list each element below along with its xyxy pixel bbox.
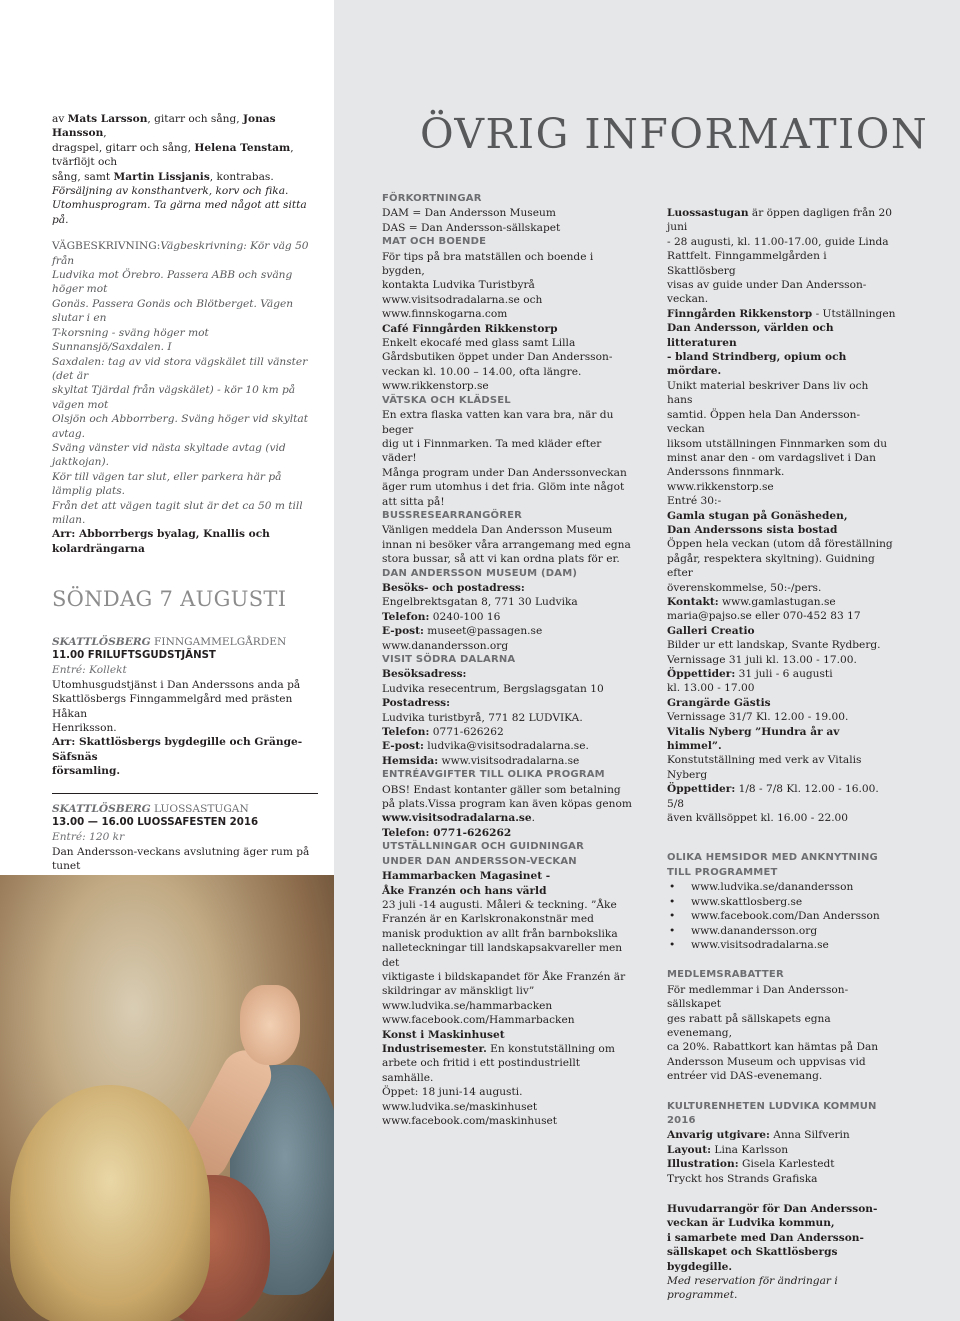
event2-venue: SKATTLÖSBERG LUOSSASTUGAN [52, 802, 249, 815]
websites-heading: TILL PROGRAMMET [667, 866, 778, 878]
fluids-line: att sitta på! [382, 495, 445, 508]
member-line: ges rabatt på sällskapets egna evenemang, [667, 1012, 831, 1039]
finngarden-line: - bland Strindberg, opium och mördare. [667, 351, 847, 378]
visit-address: Ludvika resecentrum, Bergslagsgatan 10 [382, 682, 604, 695]
exhibitions-heading: UNDER DAN ANDERSSON-VECKAN [382, 855, 577, 867]
gamla-stugan-contact: Kontakt: www.gamlastugan.se [667, 595, 836, 608]
finngarden-line: samtid. Öppen hela Dan Andersson-veckan [667, 408, 861, 436]
gallery-hours: Öppettider: 31 juli - 6 augusti [667, 668, 833, 680]
bus-line: Vänligen meddela Dan Andersson Museum [382, 524, 613, 537]
divider [52, 793, 318, 794]
event1-time-title: 11.00 FRILUFTSGUDSTJÄNST [52, 650, 216, 661]
finngarden-line: Anderssons finnmark. [667, 466, 785, 479]
visit-website: Hemsida: www.visitsodradalarna.se [382, 754, 580, 767]
cafe-line: Enkelt ekocafé med glass samt Lilla [382, 337, 576, 350]
info-column-1 [382, 192, 632, 1128]
luossa-line: Luossastugan är öppen dagligen från 20 juni [667, 207, 892, 234]
event1-text-3: Henriksson. [52, 722, 117, 735]
info-column-2 [667, 206, 897, 1303]
children-photo [0, 875, 334, 1321]
finngarden-line: www.rikkenstorp.se [667, 480, 774, 493]
gallery-title: Galleri Creatio [667, 624, 755, 637]
organizer-line: Arr: Abborrbergs byalag, Knallis och kolardrängarna [52, 528, 270, 555]
event1-entry: Entré: Kollekt [52, 664, 127, 677]
visit-email: E-post: ludvika@visitsodradalarna.se. [382, 740, 589, 753]
member-discounts-heading: MEDLEMSRABATTER [667, 969, 784, 981]
exhibition-line: 23 juli -14 augusti. Måleri & teckning. ”Åke [382, 898, 617, 911]
exhibition-line: www.facebook.com/Hammarbacken [382, 1014, 575, 1027]
fluids-line: äger rum utomhus i det fria. Glöm inte något [382, 481, 625, 494]
food-line: www.visitsodradalarna.se och [382, 293, 543, 306]
exhibition-line: arbete och fritid i ett postindustriellt samhälle. [382, 1057, 581, 1084]
visit-heading: VISIT SÖDRA DALARNA [382, 654, 516, 665]
event1-organizer-2: församling. [52, 765, 121, 778]
intro-line-1: av Mats Larsson, gitarr och sång, Jonas Hansson, [52, 113, 276, 140]
member-line: entréer vid DAS-evenemang. [667, 1070, 823, 1083]
intro-line-3: sång, samt Martin Lissjanis, kontrabas. [52, 170, 274, 183]
reservation-note: Med reservation för ändringar i programmet. [667, 1275, 838, 1302]
finngarden-line: minst anar den - om vardagslivet i Dan [667, 451, 876, 464]
website-link[interactable]: • www.visitsodradalarna.se [667, 938, 897, 952]
food-line: www.finnskogarna.com [382, 308, 508, 321]
exhibition-line: www.ludvika.se/hammarbacken [382, 999, 553, 1012]
websites-heading: OLIKA HEMSIDOR MED ANKNYTNING [667, 852, 878, 864]
event1-text-1: Utomhusgudstjänst i Dan Anderssons anda på [52, 678, 301, 691]
websites-list [667, 880, 897, 952]
intro-line-2: dragspel, gitarr och sång, Helena Tenstam, tvärflöjt och [52, 141, 294, 169]
exhibition-title: Åke Franzén och hans värld [382, 884, 547, 897]
credit-line: Tryckt hos Strands Grafiska [667, 1172, 818, 1185]
visit-phone: Telefon: 0771-626262 [382, 726, 504, 739]
gamla-stugan-title: Dan Anderssons sista bostad [667, 523, 838, 536]
fluids-line: dig ut i Finnmarken. Ta med kläder efter väder! [382, 437, 602, 465]
gallery-line: Vernissage 31 juli kl. 13.00 - 17.00. [667, 653, 857, 666]
museum-website: www.danandersson.org [382, 639, 509, 652]
fees-line: på plats.Vissa program kan även köpas genom [382, 798, 632, 811]
gastis-title: Grangärde Gästis [667, 696, 771, 709]
museum-email: E-post: museet@passagen.se [382, 625, 543, 638]
gastis-line: även kvällsöppet kl. 16.00 - 22.00 [667, 812, 849, 825]
finngarden-line: Unikt material beskriver Dans liv och hans [667, 379, 869, 407]
luossa-line: Rattfelt. Finngammelgården i Skattlösberg [667, 250, 827, 277]
event2-entry: Entré: 120 kr [52, 831, 125, 844]
cafe-line: Gårdsbutiken öppet under Dan Andersson- [382, 351, 613, 364]
exhibition-line: nalleteckningar till landskapsakvareller men det [382, 942, 623, 969]
fees-heading: ENTRÉAVGIFTER TILL OLIKA PROGRAM [382, 769, 605, 781]
bus-heading: BUSSRESEARRANGÖRER [382, 509, 523, 521]
cafe-line: veckan kl. 10.00 – 14.00, ofta längre. [382, 365, 582, 378]
exhibition-line: www.ludvika.se/maskinhuset [382, 1100, 538, 1113]
finngarden-line: liksom utställningen Finnmarken som du [667, 437, 888, 450]
main-organizer: Huvudarrangör för Dan Andersson- [667, 1203, 878, 1215]
gastis-line: Konstutställning med verk av Vitalis Nyberg [667, 754, 862, 781]
exhibition-line: manisk produktion av allt från barnbokslika [382, 927, 618, 940]
event2-time-title: 13.00 — 16.00 LUOSSAFESTEN 2016 [52, 817, 259, 829]
credit-line: Layout: Lina Karlsson [667, 1143, 789, 1156]
food-line: kontakta Ludvika Turistbyrå [382, 279, 535, 292]
route-description: VÄGBESKRIVNING:Vägbeskrivning: Kör väg 50 från Ludvika mot Örebro. Passera ABB och sväng höger mot Gonäs. Passera Gonäs och Blötberget. Vägen slutar i en T-korsning - sväng höger mot Sunnansjö/Saxdalen. I Saxdalen: tag av vid stora vägskälet till vänster (det är skyltat Tjärdal från vägskälet) - kör 10 km på vägen mot Olsjön och Abborrberg. Sväng höger vid skyltat avtag. Sväng vänster vid nästa skyltade avtag (vid jaktkojan). Kör till vägen tar slut, eller parkera här på lämplig plats. Från det att vägen tagit slut är det ca 50 m till milan. [52, 240, 309, 526]
exhibition-title: Hammarbacken Magasinet - [382, 870, 551, 883]
exhibition-line: skildringar av mänskligt liv” [382, 985, 535, 998]
visit-postal: Ludvika turistbyrå, 771 82 LUDVIKA. [382, 711, 583, 724]
intro-line-5: Utomhusprogram. Ta gärna med något att sitta på. [52, 199, 307, 226]
event1-venue: SKATTLÖSBERG FINNGAMMELGÅRDEN [52, 635, 287, 648]
website-link[interactable]: • www.danandersson.org [667, 924, 897, 938]
food-line: För tips på bra matställen och boende i bygden, [382, 250, 594, 278]
gastis-line: Vitalis Nyberg ”Hundra år av himmel”. [667, 725, 840, 753]
finngarden-line: Dan Andersson, världen och litteraturen [667, 322, 834, 349]
exhibition-title: Konst i Maskinhuset [382, 1028, 505, 1041]
fluids-line: En extra flaska vatten kan vara bra, när du beger [382, 409, 614, 436]
gamla-stugan-line: pågår, respektera skyltning). Guidning efter [667, 552, 875, 580]
museum-address: Engelbrektsgatan 8, 771 30 Ludvika [382, 596, 578, 609]
bus-line: innan ni besöker våra arrangemang med egna [382, 538, 631, 551]
abbr-line: DAS = Dan Andersson-sällskapet [382, 221, 561, 234]
bus-line: stora bussar, så att vi kan ordna plats för er. [382, 553, 620, 566]
credit-line: Illustration: Gisela Karlestedt [667, 1158, 835, 1171]
luossa-line: visas av guide under Dan Andersson-veckan. [667, 279, 867, 306]
event2-text-1: Dan Andersson-veckans avslutning äger rum på tunet [52, 845, 310, 873]
fluids-line: Många program under Dan Anderssonveckan [382, 466, 627, 479]
visit-label: Besöksadress: [382, 668, 467, 681]
gastis-hours: Öppettider: 1/8 - 7/8 Kl. 12.00 - 16.00. 5/8 [667, 783, 879, 810]
fees-website: www.visitsodradalarna.se. [382, 812, 536, 825]
cafe-line: www.rikkenstorp.se [382, 380, 489, 393]
food-heading: MAT OCH BOENDE [382, 236, 487, 248]
cafe-heading: Café Finngården Rikkenstorp [382, 322, 558, 335]
culture-unit-heading: KULTURENHETEN LUDVIKA KOMMUN [667, 1100, 877, 1112]
page-title: ÖVRIG INFORMATION [420, 110, 929, 158]
intro-line-4: Försäljning av konsthantverk, korv och fika. [52, 185, 289, 198]
fluids-heading: VÄTSKA OCH KLÄDSEL [382, 394, 511, 406]
finngarden-line: Finngården Rikkenstorp - Utställningen [667, 307, 896, 320]
website-link[interactable]: • www.skattlosberg.se [667, 895, 897, 909]
gastis-line: Vernissage 31/7 Kl. 12.00 - 19.00. [667, 711, 849, 724]
museum-heading: DAN ANDERSSON MUSEUM (DAM) [382, 567, 578, 579]
museum-address-label: Besöks- och postadress: [382, 581, 525, 594]
main-organizer: sällskapet och Skattlösbergs bygdegille. [667, 1246, 838, 1273]
visit-label: Postadress: [382, 697, 451, 710]
gamla-stugan-line: överenskommelse, 50:-/pers. [667, 581, 822, 594]
exhibition-line: www.facebook.com/maskinhuset [382, 1115, 558, 1127]
event1-organizer-1: Arr: Skattlösbergs bygdegille och Gränge-Säfsnäs [52, 736, 303, 763]
main-organizer: veckan är Ludvika kommun, [667, 1217, 835, 1230]
culture-unit-heading: 2016 [667, 1114, 696, 1126]
website-link[interactable]: • www.ludvika.se/danandersson [667, 880, 897, 894]
fees-line: OBS! Endast kontanter gäller som betalning [382, 783, 621, 796]
abbr-heading: FÖRKORTNINGAR [382, 193, 482, 204]
main-organizer: i samarbete med Dan Andersson- [667, 1231, 864, 1244]
gallery-line: kl. 13.00 - 17.00 [667, 682, 755, 695]
exhibition-line: Öppet: 18 juni-14 augusti. [382, 1086, 523, 1099]
gallery-line: Bilder ur ett landskap, Svante Rydberg. [667, 639, 881, 652]
fees-phone: Telefon: 0771-626262 [382, 826, 512, 839]
exhibition-line: Franzén är en Karlskronakonstnär med [382, 913, 594, 926]
museum-phone: Telefon: 0240-100 16 [382, 610, 501, 623]
gamla-stugan-email: maria@pajso.se eller 070-452 83 17 [667, 610, 861, 623]
exhibition-line: viktigaste i bildskapandet för Åke Franzén är [382, 970, 626, 983]
credit-line: Anvarig utgivare: Anna Silfverin [667, 1129, 850, 1142]
luossa-line: - 28 augusti, kl. 11.00-17.00, guide Linda [667, 235, 889, 248]
exhibition-line: Industrisemester. En konstutställning om [382, 1042, 615, 1055]
website-link[interactable]: • www.facebook.com/Dan Andersson [667, 909, 897, 923]
day-heading: SÖNDAG 7 AUGUSTI [52, 587, 287, 612]
abbr-line: DAM = Dan Andersson Museum [382, 207, 556, 220]
member-line: Andersson Museum och uppvisas vid [667, 1055, 866, 1068]
gamla-stugan-line: Öppen hela veckan (utom då föreställning [667, 538, 893, 551]
event1-text-2: Skattlösbergs Finngammelgård med prästen Håkan [52, 693, 293, 720]
finngarden-line: Entré 30:- [667, 495, 722, 508]
member-line: ca 20%. Rabattkort kan hämtas på Dan [667, 1041, 879, 1054]
member-line: För medlemmar i Dan Andersson-sällskapet [667, 983, 849, 1011]
gamla-stugan-title: Gamla stugan på Gonäsheden, [667, 509, 848, 522]
exhibitions-heading: UTSTÄLLNINGAR OCH GUIDNINGAR [382, 841, 585, 853]
